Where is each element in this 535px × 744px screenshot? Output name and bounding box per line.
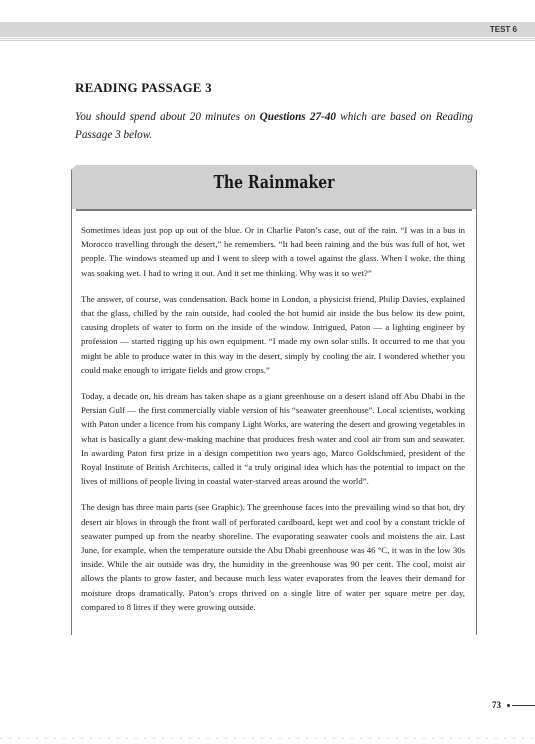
passage-box (71, 165, 477, 635)
page-number: 73 (492, 700, 501, 710)
instructions (75, 108, 473, 144)
page-number-rule (512, 705, 535, 706)
page-number-dot (507, 704, 510, 707)
instructions-questions: Questions 27-40 (259, 111, 337, 123)
instructions-after: which are based on Reading Passage 3 below. (75, 111, 474, 141)
header-stripe (0, 38, 535, 42)
passage-paragraph: Sometimes ideas just pop up out of the blue. Or in Charlie Paton’s case, out of the rain. “I was in a bus in Morocco travelling through the desert,” he remembers. “It had been raining and the bus was full of hot, wet people. The windows steamed up and I went to sleep with a towel against the glass. When I woke, the thing was soaking wet. I had to wring it out. And it set me thinking. Why was it so wet?” (81, 225, 465, 278)
header-bar (0, 22, 535, 37)
title-underline (76, 209, 472, 211)
test-label: TEST 6 (489, 25, 517, 34)
passage-paragraph: The design has three main parts (see Graphic). The greenhouse faces into the prevailing wind so that hot, dry desert air blows in through the front wall of perforated cardboard, kept wet and cool by a constant trickle of seawater pumped up from the nearby shoreline. The evaporating seawater cools and moistens the air. Last June, for example, when the temperature outside the Abu Dhabi greenhouse was 46 °C, it was in the low 30s inside. While the air outside was dry, the humidity in the greenhouse was 90 per cent. The cool, moist air allows the plants to grow faster, and because much less water evaporates from the leaves their demand for moisture drops dramatically. Paton’s crops thrived on a single litre of water per square metre per day, compared to 8 litres if they were growing outside. (81, 502, 465, 612)
title-band-corner-left (71, 164, 77, 170)
passage-paragraph: Today, a decade on, his dream has taken shape as a giant greenhouse on a desert island off Abu Dhabi in the Persian Gulf — the first commercially viable version of his “seawater greenhouse”. Local scientists, working with Paton under a licence from his company Light Works, are watering the desert and growing vegetables in what is basically a giant dew-making machine that produces fresh water and cool air from sun and seawater. In awarding Paton first prize in a design competition two years ago, Marco Goldschmied, president of the Royal Institute of British Architects, called it “a truly original idea which has the potential to impact on the lives of millions of people living in coastal water-starved areas around the world”. (81, 391, 465, 487)
passage-title: The Rainmaker (213, 172, 335, 193)
title-band (72, 165, 476, 209)
section-title: READING PASSAGE 3 (75, 80, 212, 95)
passage-content (81, 223, 465, 626)
bottom-trim-marks (0, 738, 535, 739)
passage-paragraph: The answer, of course, was condensation. Back home in London, a physicist friend, Philip Davies, explained that the glass, chilled by the rain outside, had cooled the hot humid air inside the bus below its dew point, causing droplets of water to form on the inside of the window. Intrigued, Paton — a lighting engineer by profession — started rigging up his own equipment. “I made my own solar stills. It occurred to me that you might be able to produce water in this way in the desert, simply by cooling the air. I wondered whether you could make enough to irrigate fields and grow crops.” (81, 293, 465, 375)
instructions-before: You should spend about 20 minutes on (75, 111, 260, 123)
title-band-corner-right (471, 164, 477, 170)
